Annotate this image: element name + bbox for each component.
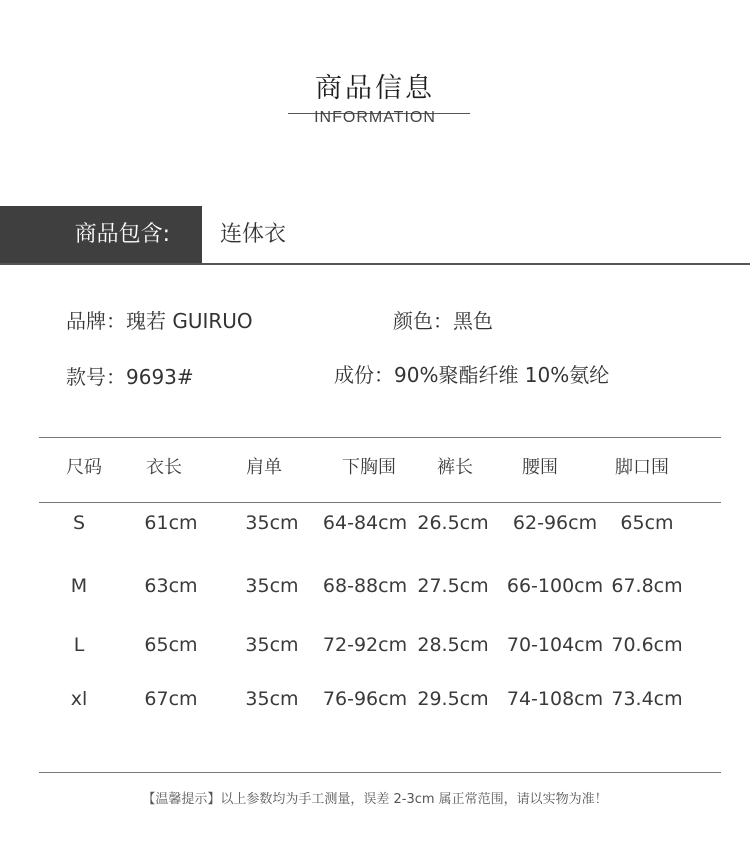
table-top-rule [39, 437, 721, 438]
table-cell: 28.5cm [417, 634, 489, 656]
material-info: 成份：90%聚酯纤维 10%氨纶 [334, 363, 610, 387]
table-cell: 65cm [620, 512, 674, 534]
page-subtitle: INFORMATION [314, 109, 436, 126]
model-info: 款号：9693# [66, 365, 194, 389]
table-cell: L [73, 634, 85, 656]
table-cell: 70-104cm [506, 634, 604, 656]
measurement-tip: 【温馨提示】以上参数均为手工测量，误差 2-3cm 属正常范围，请以实物为准！ [142, 792, 608, 807]
table-cell: 73.4cm [611, 688, 683, 710]
table-cell: 70.6cm [611, 634, 683, 656]
table-cell: 29.5cm [417, 688, 489, 710]
table-cell: 76-96cm [322, 688, 408, 710]
table-cell: 62-96cm [512, 512, 598, 534]
table-cell: 65cm [144, 634, 198, 656]
table-bottom-rule [39, 772, 721, 773]
contains-label: 商品包含: [0, 206, 202, 263]
brand-info: 品牌：瑰若 GUIRUO [66, 309, 253, 333]
contains-value: 连体衣 [220, 222, 287, 247]
table-cell: 26.5cm [417, 512, 489, 534]
table-cell: 74-108cm [506, 688, 604, 710]
table-header-cell: 衣长 [146, 457, 182, 478]
table-header-cell: 尺码 [66, 457, 102, 478]
table-cell: 27.5cm [417, 575, 489, 597]
table-cell: 72-92cm [322, 634, 408, 656]
table-header-cell: 下胸围 [342, 457, 396, 478]
color-info: 颜色：黑色 [393, 309, 493, 333]
table-header-cell: 腰围 [522, 457, 558, 478]
table-cell: 61cm [144, 512, 198, 534]
table-cell: 67cm [144, 688, 198, 710]
page-title: 商品信息 [315, 73, 435, 104]
table-cell: 68-88cm [322, 575, 408, 597]
table-header-cell: 肩单 [246, 457, 282, 478]
table-header-cell: 裤长 [437, 457, 473, 478]
table-cell: 35cm [245, 512, 299, 534]
table-header-rule [39, 502, 721, 503]
table-cell: S [72, 512, 86, 534]
table-cell: xl [70, 688, 88, 710]
table-header-cell: 脚口围 [615, 457, 669, 478]
table-cell: 35cm [245, 575, 299, 597]
contains-bar [0, 206, 750, 265]
table-cell: 66-100cm [506, 575, 604, 597]
table-cell: M [70, 575, 88, 597]
table-cell: 64-84cm [322, 512, 408, 534]
table-cell: 63cm [144, 575, 198, 597]
table-cell: 35cm [245, 688, 299, 710]
table-cell: 35cm [245, 634, 299, 656]
table-cell: 67.8cm [611, 575, 683, 597]
